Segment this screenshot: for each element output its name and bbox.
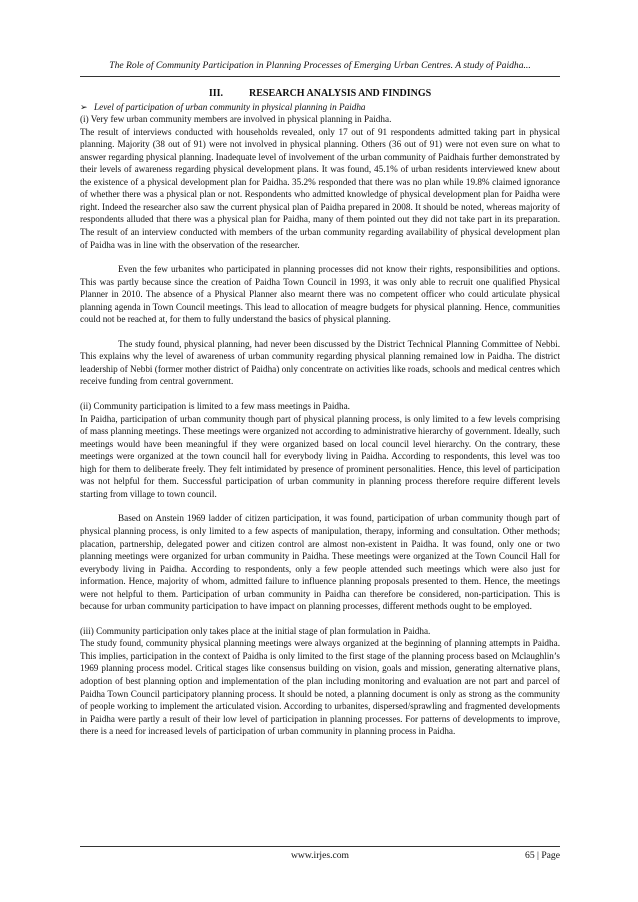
page-number: 65 | Page [525,850,560,861]
bullet-heading [80,101,560,114]
finding-3-paragraph-1: The study found, community physical planning meetings were always organized at the beginning of planning attempts in Paidha. This implies, participation in the context of Paidha is only limited to the first stage of the planning process based on Mclaughlin’s 1969 planning process model. Critical stages like consensus building on vision, goals and mission, generating alternative plans, adoption of best planning option and implementation of the plan including monitoring and evaluation are not part and parcel of Paidha Town Council participatory planning process. It should be noted, a planning document is only as strong as the community of people working to implement the articulated vision. According to urbanites, dispersed/sprawling and fragmented developments in Paidha were partly a result of their low level of participation in planning processes. For patterns of developments to improve, there is a need for increased levels of participation of urban community in planning process in Paidha. [80,638,560,737]
bullet-heading-text: Level of participation of urban community in physical planning in Paidha [94,101,366,112]
finding-1-title: (i) Very few urban community members are involved in physical planning in Paidha. [80,114,392,125]
paragraph-gap [80,326,560,338]
section-heading [80,88,560,101]
paragraph-gap [80,388,560,400]
header-rule [80,76,560,77]
finding-1-paragraph-2: Even the few urbanites who participated in planning processes did not know their rights, responsibilities and options. This was partly because since the creation of Paidha Town Council in 1993, it was only able to recruit one qualified Physical Planner in 2010. The absence of a Physical Planner also mearnt there was no competent officer who could articulate physical planning agenda in Town Council meetings. This lead to allocation of meagre budgets for physical planning. Hence, communities could not be reached at, for them to fully understand the basics of physical planning. [80,264,560,325]
article-body [80,88,560,738]
paragraph-gap [80,251,560,263]
running-head: The Role of Community Participation in Planning Processes of Emerging Urban Centres. A study of Paidha... [109,60,531,71]
section-title: RESEARCH ANALYSIS AND FINDINGS [249,88,432,99]
section-number: III. [208,88,223,99]
paragraph-gap [80,613,560,625]
finding-1-paragraph-1: The result of interviews conducted with households revealed, only 17 out of 91 respondents admitted taking part in physical planning. Majority (38 out of 91) were not involved in physical planning. Others (36 out of 91) were not even sure on what to answer regarding physical planning. Inadequate level of involvement of the urban community of Paidhais further demonstrated by their levels of awareness regarding physical development plans. It was found, 45.1% of urban residents interviewed knew about the existence of a physical development plan for Paidha. 35.2% responded that there was no plan while 19.8% claimed ignorance of whether there was a physical plan or not. Respondents who admitted knowledge of physical development plan for Paidha were right. Indeed the researcher also saw the current physical plan of Paidha prepared in 2008. It should be noted, whereas majority of respondents alluded that there was a physical plan for Paidha, many of them pointed out they did not take part in its preparation. The result of an interview conducted with members of the urban community regarding availability of physical development plan of Paidha was in line with the observation of the researcher. [80,126,560,250]
finding-2-paragraph-1: In Paidha, participation of urban community though part of physical planning process, is only limited to a few levels comprising of mass planning meetings. These meetings were organized not according to administrative hierarchy of government. Ideally, such meetings would have been meaningful if they were organized based on local council level hierarchy. On the contrary, these meetings were organized at the town council hall for everybody living in Paidha. According to respondents, this level was too high for them to deliberate freely. They felt intimidated by presence of prominent personalities. Hence, this level of participation was not helpful for them. Successful participation of urban community in planning process therefore require different levels starting from village to town council. [80,413,560,499]
finding-1-paragraph-3: The study found, physical planning, had never been discussed by the District Technical Planning Committee of Nebbi. This explains why the level of awareness of urban community regarding physical planning remained low in Paidha. The district leadership of Nebbi (former mother district of Paidha) only concentrate on activities like roads, schools and medical centres which receive funding from central government. [80,338,560,387]
arrow-bullet-icon: ➢ [80,101,88,112]
paragraph-gap [80,500,560,512]
journal-website: www.irjes.com [291,850,349,861]
finding-2-title: (ii) Community participation is limited to a few mass meetings in Paidha. [80,401,350,412]
finding-2-paragraph-2: Based on Anstein 1969 ladder of citizen participation, it was found, participation of urban community though part of physical planning process, is only limited to a few aspects of manipulation, therapy, informing and consultation. Other methods; placation, partnership, delegated power and citizen control are almost non-existent in Paidha. It was found, only one or two planning meetings were organized for urban community in Paidha. These meetings were organized at the Town Council Hall for everybody living in Paidha. According to respondents, only a few people attended such meetings which were also just for information. Hence, majority of whom, admitted failure to influence planning proposals presented to them. Hence, the meetings were not helpful to them. Participation of urban community in Paidha can therefore be considered, non-participation. This is because for urban community participation to have impact on planning processes, different methods ought to be employed. [80,513,560,612]
finding-3-title: (iii) Community participation only takes place at the initial stage of plan formulation in Paidha. [80,625,431,636]
footer-rule [80,846,560,847]
